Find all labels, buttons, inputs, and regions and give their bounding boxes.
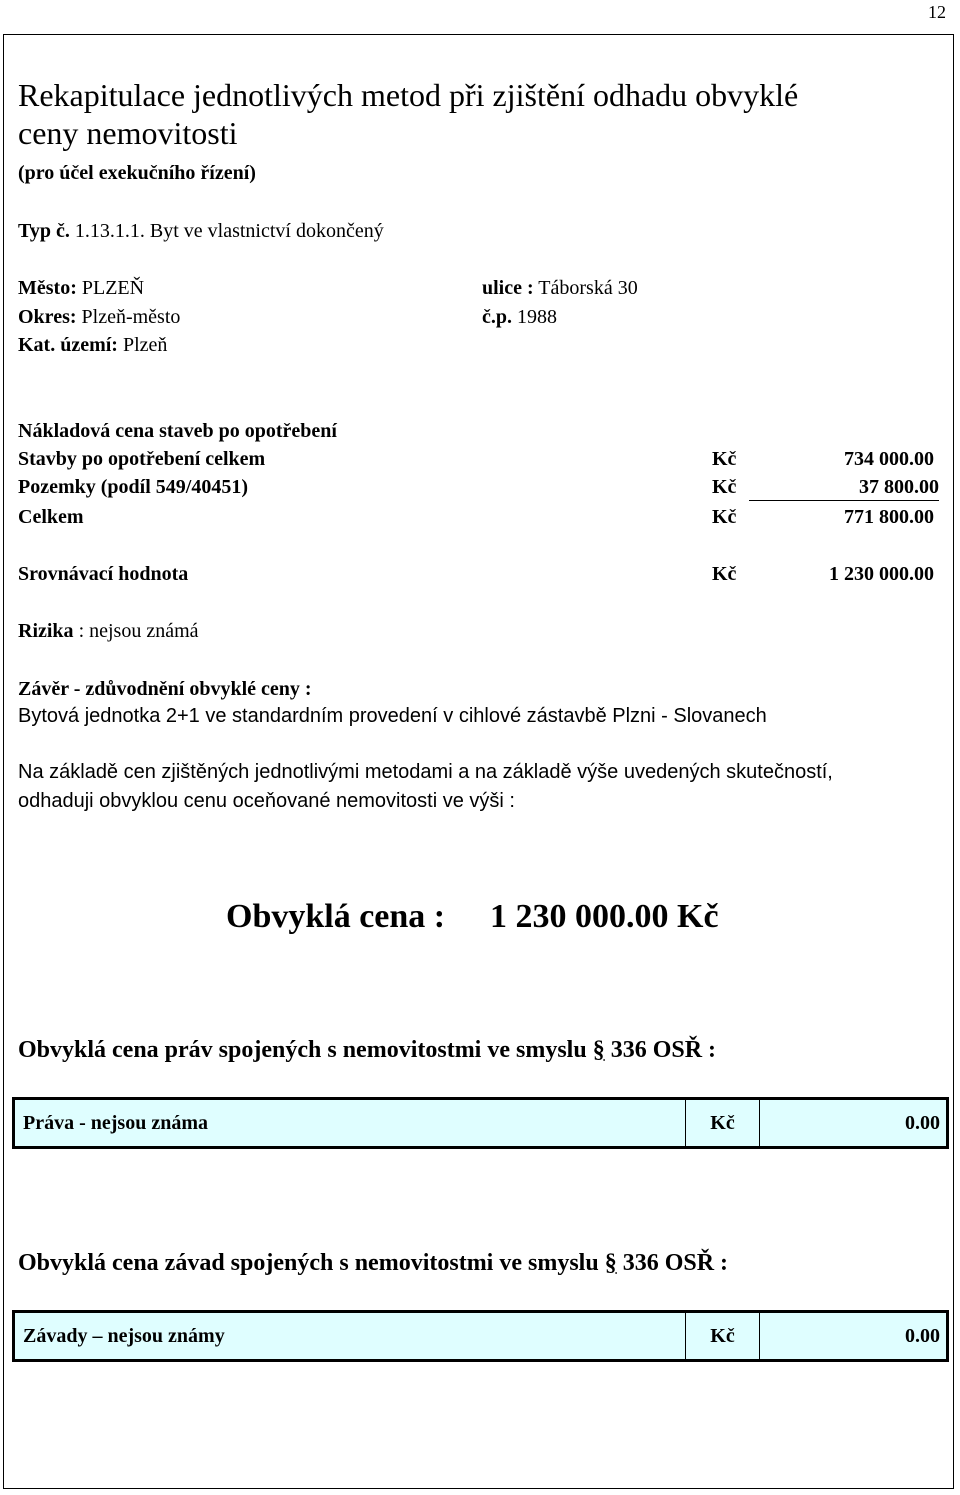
cost-row-label: Stavby po opotřebení celkem [18, 448, 266, 470]
street-line [482, 275, 638, 301]
rights-table [12, 1097, 949, 1149]
rights-row-value: 0.00 [905, 1111, 940, 1134]
street-value: Táborská 30 [538, 277, 638, 299]
document-title [18, 76, 798, 152]
burdens-row-currency: Kč [686, 1313, 760, 1359]
comparative-value: 1 230 000.00 [829, 563, 934, 585]
cadastral-value: Plzeň [122, 334, 168, 356]
conclusion-paragraph-line-2: odhaduji obvyklou cenu oceňované nemovitosti ve výši : [18, 790, 515, 812]
conclusion-heading: Závěr - zdůvodnění obvyklé ceny : [18, 678, 312, 700]
cost-row-value: 734 000.00 [844, 448, 934, 470]
burdens-table [12, 1310, 949, 1362]
comparative-currency: Kč [712, 563, 737, 585]
house-number-value: 1988 [517, 306, 557, 328]
cost-row-currency: Kč [712, 476, 737, 498]
rights-heading [18, 1037, 716, 1064]
cost-row-currency: Kč [712, 448, 737, 470]
cost-total-currency: Kč [712, 506, 737, 528]
cadastral-line [18, 332, 167, 358]
section-sign-icon: § [592, 1037, 605, 1063]
risks-line [18, 618, 199, 644]
burdens-heading [18, 1250, 728, 1277]
rights-heading-section: 336 OSŘ : [610, 1037, 717, 1063]
comparative-label: Srovnávací hodnota [18, 563, 189, 585]
risks-label: Rizika [18, 620, 74, 642]
cost-row-label: Pozemky (podíl 549/40451) [18, 476, 248, 498]
type-value: 1.13.1.1. Byt ve vlastnictví dokončený [74, 220, 384, 242]
conclusion-paragraph-line-1: Na základě cen zjištěných jednotlivými metodami a na základě výše uvedených skutečností, [18, 761, 833, 783]
district-value: Plzeň-město [81, 306, 181, 328]
rights-row-label: Práva - nejsou známa [15, 1100, 686, 1146]
page-number: 12 [928, 2, 946, 22]
conclusion-text: Bytová jednotka 2+1 ve standardním provedení v cihlové zástavbě Plzni - Slovanech [18, 705, 767, 727]
type-line [18, 218, 384, 244]
rights-row-currency: Kč [686, 1100, 760, 1146]
burdens-heading-text: Obvyklá cena závad spojených s nemovitostmi ve smyslu [18, 1250, 605, 1276]
final-price-label: Obvyklá cena : [226, 898, 446, 935]
section-sign-icon: § [604, 1250, 617, 1276]
house-number-line [482, 304, 557, 330]
burdens-heading-section: 336 OSŘ : [622, 1250, 729, 1276]
subtitle: (pro účel exekučního řízení) [18, 162, 256, 184]
type-label: Typ č. [18, 220, 70, 242]
cost-row-value: 37 800.00 [749, 474, 939, 501]
city-label: Město: [18, 277, 77, 299]
cost-total-label: Celkem [18, 506, 84, 528]
title-line-2: ceny nemovitosti [18, 115, 238, 151]
city-line [18, 275, 144, 301]
final-price-value: 1 230 000.00 Kč [490, 898, 719, 935]
city-value: PLZEŇ [81, 277, 145, 299]
burdens-row-value: 0.00 [905, 1324, 940, 1347]
house-number-label: č.p. [482, 306, 512, 328]
cadastral-label: Kat. území: [18, 334, 118, 356]
cost-total-value: 771 800.00 [844, 506, 934, 528]
district-label: Okres: [18, 306, 77, 328]
street-label: ulice : [482, 277, 534, 299]
rights-heading-text: Obvyklá cena práv spojených s nemovitostmi ve smyslu [18, 1037, 593, 1063]
risks-value: : nejsou známá [78, 620, 199, 642]
burdens-row-label: Závady – nejsou známy [15, 1313, 686, 1359]
district-line [18, 304, 180, 330]
title-line-1: Rekapitulace jednotlivých metod při zjištění odhadu obvyklé [18, 77, 799, 113]
cost-heading: Nákladová cena staveb po opotřebení [18, 420, 337, 442]
